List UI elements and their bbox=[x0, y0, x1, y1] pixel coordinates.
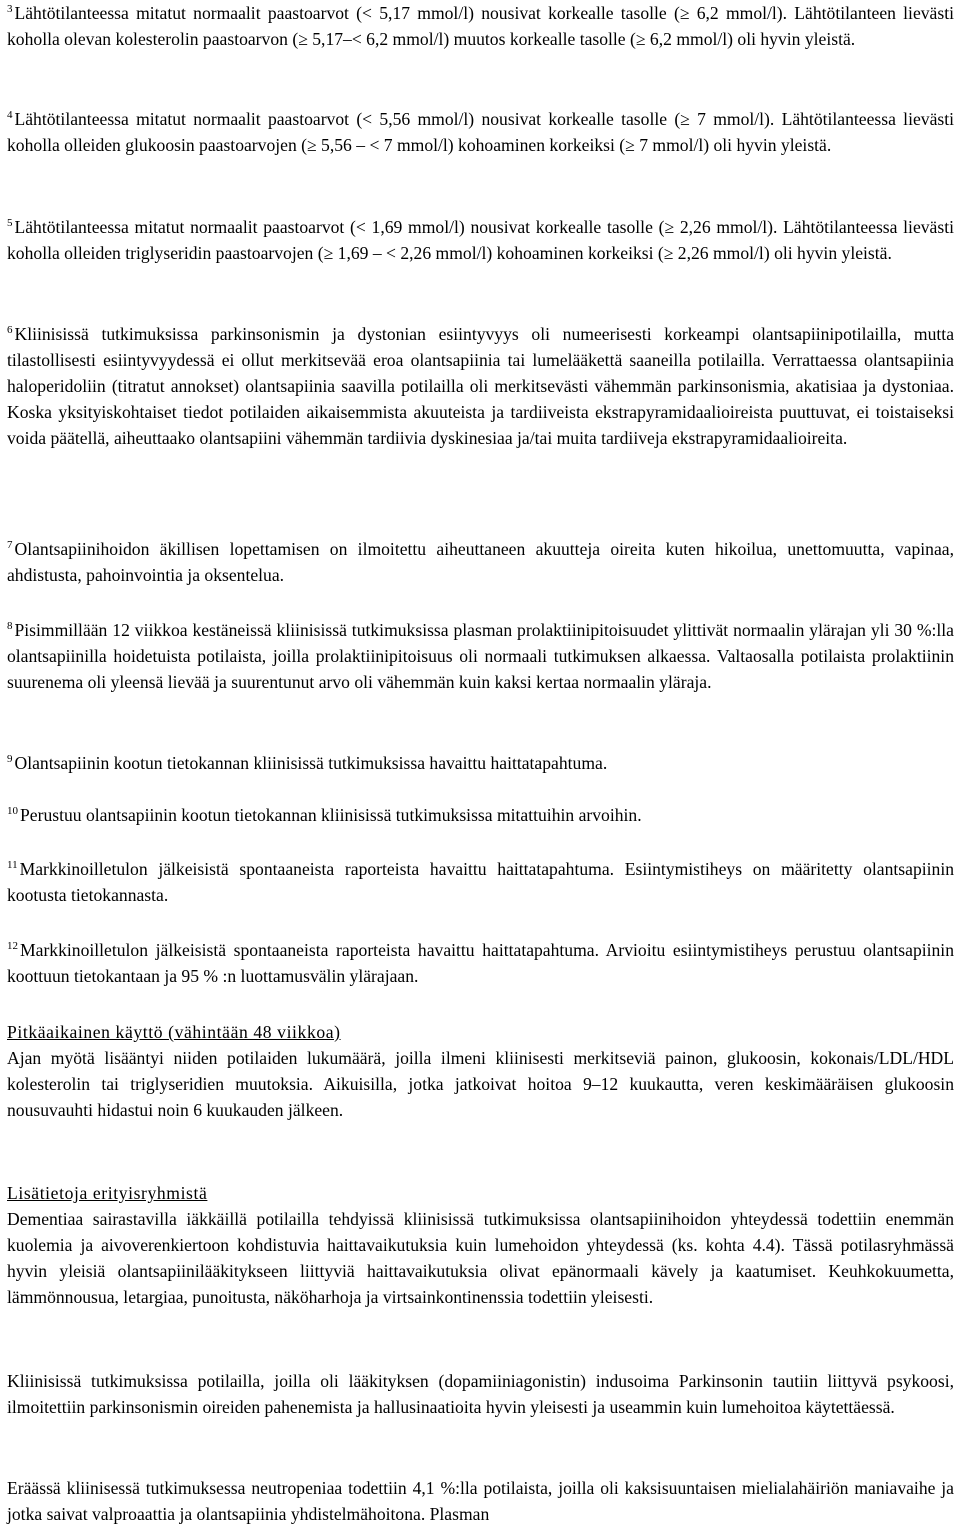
footnote-number: 8 bbox=[7, 620, 13, 632]
footnote-text: Olantsapiinin kootun tietokannan kliinisissä tutkimuksissa havaittu haittatapahtuma. bbox=[14, 753, 608, 773]
section-heading-special-groups: Lisätietoja erityisryhmistä bbox=[7, 1183, 208, 1203]
footnote-text: Lähtötilanteessa mitatut normaalit paastoarvot (< 5,17 mmol/l) nousivat korkealle tasolle (≥ 6,2 mmol/l). Lähtötilanteen lievästi koholla olevan kolesterolin paastoarvon (≥ 5,17–< 6,2 mmol/l) muutos korkealle tasolle (≥ 6,2 mmol/l) oli hyvin yleistä. bbox=[7, 3, 954, 49]
footnote-text: Markkinoilletulon jälkeisistä spontaaneista raporteista havaittu haittatapahtuma. Arvioitu esiintymistiheys perustuu olantsapiinin koottuun tietokantaan ja 95 % :n luottamusvälin ylärajaan. bbox=[7, 940, 954, 986]
section-heading-long-term: Pitkäaikainen käyttö (vähintään 48 viikkoa) bbox=[7, 1022, 341, 1042]
footnote-number: 6 bbox=[7, 324, 13, 336]
footnote-5 bbox=[7, 214, 954, 266]
neutropenia-paragraph: Eräässä kliinisessä tutkimuksessa neutropeniaa todettiin 4,1 %:lla potilaista, joilla oli kaksisuuntaisen mielialahäiriön maniavaihe ja jotka saivat valproaattia ja olantsapiinia yhdistelmähoitona. Plasman bbox=[7, 1478, 954, 1524]
footnote-7 bbox=[7, 536, 954, 588]
footnote-text: Lähtötilanteessa mitatut normaalit paastoarvot (< 1,69 mmol/l) nousivat korkealle tasolle (≥ 2,26 mmol/l). Lähtötilanteessa lievästi koholla olleiden triglyseridin paastoarvojen (≥ 1,69 – < 2,26 mmol/l) kohoaminen korkeiksi (≥ 2,26 mmol/l) oli hyvin yleistä. bbox=[7, 217, 954, 263]
footnote-text: Lähtötilanteessa mitatut normaalit paastoarvot (< 5,56 mmol/l) nousivat korkealle tasolle (≥ 7 mmol/l). Lähtötilanteessa lievästi koholla olleiden glukoosin paastoarvojen (≥ 5,56 – < 7 mmol/l) kohoaminen korkeiksi (≥ 7 mmol/l) oli hyvin yleistä. bbox=[7, 109, 954, 155]
footnote-number: 5 bbox=[7, 217, 13, 229]
parkinson-paragraph: Kliinisissä tutkimuksissa potilailla, joilla oli lääkityksen (dopamiiniagonistin) indusoima Parkinsonin tautiin liittyvä psykoosi, ilmoitettiin parkinsonismin oireiden pahenemista ja hallusinaatioita hyvin yleisesti ja useammin kuin lumehoitoa käytettäessä. bbox=[7, 1371, 954, 1417]
footnote-6 bbox=[7, 321, 954, 451]
footnote-text: Olantsapiinihoidon äkillisen lopettamisen on ilmoitettu aiheuttaneen akuutteja oireita kuten hikoilua, unettomuutta, vapinaa, ahdistusta, pahoinvointia ja oksentelua. bbox=[7, 539, 954, 585]
footnote-number: 12 bbox=[7, 940, 18, 952]
footnote-11 bbox=[7, 856, 954, 908]
footnote-text: Pisimmillään 12 viikkoa kestäneissä kliinisissä tutkimuksissa plasman prolaktiinipitoisuudet ylittivät normaalin ylärajan yli 30 %:lla olantsapiinilla hoidetuista potilaista, joilla prolaktiinipitoisuus oli normaali tutkimuksen alkaessa. Valtaosalla potilaista prolaktiinin suurenema oli yleensä lievää ja suurentunut arvo oli vähemmän kuin kaksi kertaa normaalin yläraja. bbox=[7, 620, 954, 692]
footnote-12 bbox=[7, 937, 954, 989]
footnote-number: 7 bbox=[7, 539, 13, 551]
footnote-3 bbox=[7, 0, 954, 52]
footnote-number: 9 bbox=[7, 753, 13, 765]
footnote-number: 4 bbox=[7, 109, 13, 121]
footnote-number: 3 bbox=[7, 3, 13, 15]
footnote-number: 10 bbox=[7, 805, 18, 817]
footnote-number: 11 bbox=[7, 859, 18, 871]
long-term-paragraph: Ajan myötä lisääntyi niiden potilaiden lukumäärä, joilla ilmeni kliinisesti merkitseviä painon, glukoosin, kokonais/LDL/HDL kolesterolin tai triglyseridien muutoksia. Aikuisilla, jotka jatkoivat hoitoa 9–12 kuukautta, veren keskimääräisen glukoosin nousuvauhti hidastui noin 6 kuukauden jälkeen. bbox=[7, 1048, 954, 1120]
footnote-9 bbox=[7, 750, 954, 776]
footnote-8 bbox=[7, 617, 954, 695]
footnote-text: Kliinisissä tutkimuksissa parkinsonismin ja dystonian esiintyvyys oli numeerisesti korkeampi olantsapiinipotilailla, mutta tilastollisesti esiintyvyydessä ei ollut merkitsevää eroa olantsapiinia tai lumelääkettä saaneilla potilailla. Verrattaessa olantsapiinia haloperidoliin (titratut annokset) olantsapiinia saavilla potilailla oli merkitsevästi vähemmän parkinsonismia, akatisiaa ja dystoniaa. Koska yksityiskohtaiset tiedot potilaiden aikaisemmista akuuteista ja tardiiveista ekstrapyramidaalioireista puuttuvat, ei toistaiseksi voida päätellä, aiheuttaako olantsapiini vähemmän tardiivia dyskinesiaa ja/tai muita tardiiveja ekstrapyramidaalioireita. bbox=[7, 324, 954, 448]
footnote-10 bbox=[7, 802, 954, 828]
footnote-4 bbox=[7, 106, 954, 158]
footnote-text: Markkinoilletulon jälkeisistä spontaaneista raporteista havaittu haittatapahtuma. Esiintymistiheys on määritetty olantsapiinin kootusta tietokannasta. bbox=[7, 859, 954, 905]
dementia-paragraph: Dementiaa sairastavilla iäkkäillä potilailla tehdyissä kliinisissä tutkimuksissa olantsapiinihoidon yhteydessä todettiin enemmän kuolemia ja aivoverenkiertoon kohdistuvia haittavaikutuksia kuin lumehoidon yhteydessä (ks. kohta 4.4). Tässä potilasryhmässä hyvin yleisiä olantsapiinilääkitykseen liittyviä haittavaikutuksia olivat epänormaali kävely ja kaatumiset. Keuhkokuumetta, lämmönnousua, letargiaa, punoitusta, näköharhoja ja virtsainkontinenssia todettiin yleisesti. bbox=[7, 1209, 954, 1307]
footnote-text: Perustuu olantsapiinin kootun tietokannan kliinisissä tutkimuksissa mitattuihin arvoihin. bbox=[20, 805, 642, 825]
